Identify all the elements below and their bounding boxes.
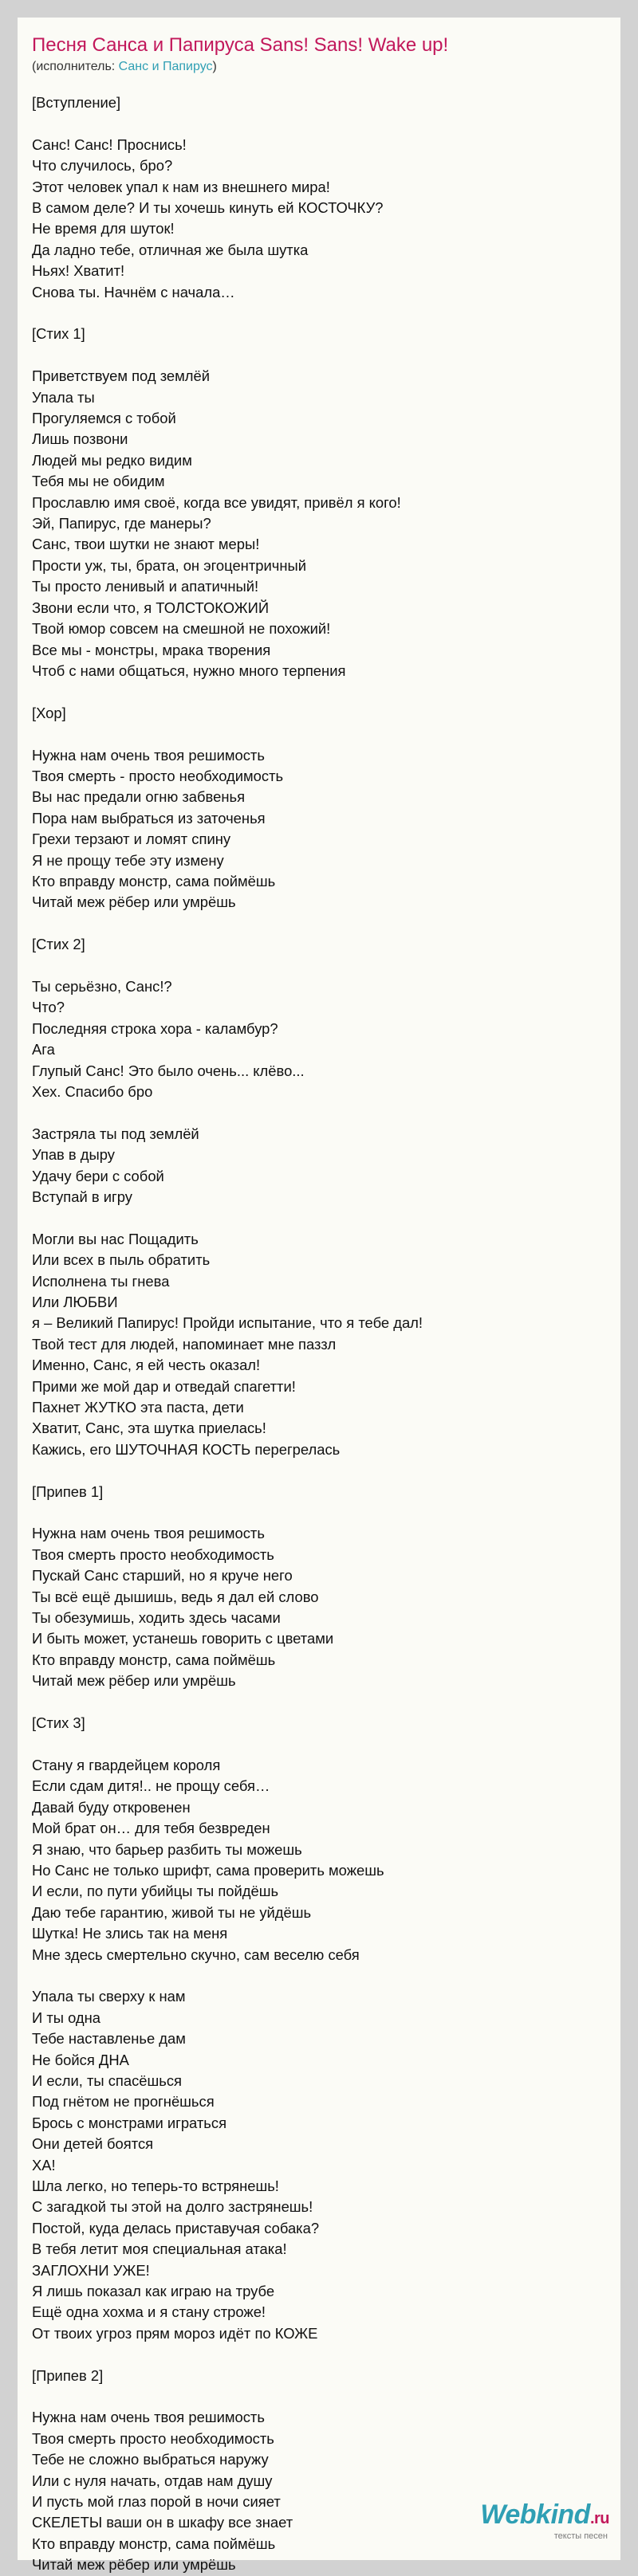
blank-line [32,956,605,976]
lyric-line: От твоих угроз прям мороз идёт по КОЖЕ [32,2324,318,2342]
lyric-line: Чтоб с нами общаться, нужно много терпения [32,662,346,679]
lyric-line: Или ЛЮБВИ [32,1294,118,1311]
blank-line [32,2344,605,2365]
lyric-line: Пора нам выбраться из заточенья [32,809,266,827]
lyric-line: И если, по пути убийцы ты пойдёшь [32,1883,279,1900]
lyric-line: Упав в дыру [32,1146,115,1164]
lyric-line: Кто вправду монстр, сама поймёшь [32,872,276,889]
lyric-line: Если сдам дитя!.. не прощу себя… [32,1777,270,1795]
lyric-line: Пускай Санс старший, но я круче него [32,1567,293,1584]
lyric-line: Они детей боятся [32,2135,154,2153]
lyric-line: Нужна нам очень твоя решимость [32,1525,265,1542]
lyric-line: И если, ты спасёшься [32,2071,183,2089]
lyric-line: Даю тебе гарантию, живой ты не уйдёшь [32,1903,312,1921]
lyric-line: Твой тест для людей, напоминает мне паззл [32,1335,337,1353]
page-title: Песня Санса и Папируса Sans! Sans! Wake up! [32,34,449,56]
lyric-line: Не время для шуток! [32,220,175,238]
lyric-line: Давай буду откровенен [32,1798,191,1816]
artist-link[interactable]: Санс и Папирус [118,60,213,73]
lyric-line: Застряла ты под землёй [32,1125,199,1142]
blank-line [32,113,605,134]
lyric-line: Санс, твои шутки не знают меры! [32,536,260,553]
blank-line [32,1208,605,1228]
lyric-line: Эй, Папирус, где манеры? [32,515,211,532]
lyric-line: Приветствуем под землёй [32,367,211,385]
lyric-line: Удачу бери с собой [32,1167,164,1184]
logo-tld: .ru [589,2510,609,2527]
lyric-line: ХА! [32,2156,56,2174]
lyric-line: Ты всё ещё дышишь, ведь я дал ей слово [32,1588,319,1605]
site-logo[interactable] [480,2500,609,2541]
lyrics-text [32,92,605,2576]
lyric-line: Мой брат он… для тебя безвреден [32,1820,270,1837]
blank-line [32,2386,605,2407]
lyric-line: Пахнет ЖУТКО эта паста, дети [32,1399,244,1416]
section-heading: [Хор] [32,704,66,721]
lyric-line: Что случилось, бро? [32,157,173,175]
section-heading: [Припев 1] [32,1482,104,1500]
lyric-line: В тебя летит моя специальная атака! [32,2240,287,2258]
lyric-line: Все мы - монстры, мрака творения [32,641,271,658]
lyric-line: Не бойся ДНА [32,2051,129,2068]
lyric-line: Тебе наставленье дам [32,2030,186,2048]
lyric-line: Ньях! Хватит! [32,262,125,280]
lyric-line: И ты одна [32,2009,101,2026]
lyric-line: Грехи терзают и ломят спину [32,831,231,848]
lyric-line: Читай меж рёбер или умрёшь [32,2556,236,2574]
lyric-line: Прославлю имя своё, когда все увидят, привёл я кого! [32,493,401,511]
blank-line [32,345,605,366]
blank-line [32,1692,605,1713]
lyric-line: Я не прощу тебе эту измену [32,851,224,869]
lyric-line: Я лишь показал как играю на трубе [32,2283,275,2300]
lyric-line: Но Санс не только шрифт, сама проверить можешь [32,1861,384,1879]
lyric-line: Твоя смерть просто необходимость [32,2429,274,2447]
lyric-line: Да ладно тебе, отличная же была шутка [32,241,309,258]
lyric-line: Твой юмор совсем на смешной не похожий! [32,620,331,638]
lyric-line: Нужна нам очень твоя решимость [32,746,265,764]
section-heading: [Вступление] [32,94,121,111]
lyric-line: Ты серьёзно, Санс!? [32,977,172,995]
blank-line [32,913,605,934]
lyric-line: Санс! Санс! Проснись! [32,135,187,153]
blank-line [32,303,605,324]
lyric-line: Этот человек упал к нам из внешнего мира! [32,178,330,195]
lyric-line: И быть может, устанешь говорить с цветами [32,1630,334,1647]
byline-suffix: ) [212,60,217,73]
blank-line [32,724,605,744]
lyric-line: Прости уж, ты, брата, он эгоцентричный [32,556,306,574]
lyric-line: Именно, Санс, я ей честь оказал! [32,1357,261,1374]
lyric-line: Стану я гвардейцем короля [32,1756,221,1773]
lyric-line: Постой, куда делась приставучая собака? [32,2219,320,2236]
lyric-line: Прогуляемся с тобой [32,410,176,427]
lyric-line: Шутка! Не злись так на меня [32,1925,228,1942]
lyric-line: Или всех в пыль обратить [32,1251,211,1269]
lyric-line: Кто вправду монстр, сама поймёшь [32,2535,276,2552]
lyric-line: Ты обезумишь, ходить здесь часами [32,1609,281,1627]
lyric-line: ЗАГЛОХНИ УЖЕ! [32,2261,150,2279]
logo-tagline: тексты песен [553,2531,608,2541]
lyric-line: Лишь позвони [32,430,128,448]
lyric-line: Читай меж рёбер или умрёшь [32,893,236,911]
section-heading: [Припев 2] [32,2366,104,2384]
section-heading: [Стих 3] [32,1714,85,1732]
lyric-line: И пусть мой глаз порой в ночи сияет [32,2493,281,2511]
artist-byline [32,59,605,75]
logo-name: Webkind [480,2499,590,2530]
lyric-line: Твоя смерть просто необходимость [32,1545,274,1563]
lyric-line: Последняя строка хора - каламбур? [32,1019,278,1037]
lyric-line: Глупый Санс! Это было очень... клёво... [32,1062,305,1079]
lyric-line: Снова ты. Начнём с начала… [32,283,235,300]
lyric-line: Звони если что, я ТОЛСТОКОЖИЙ [32,599,270,616]
lyric-line: Хватит, Санс, эта шутка приелась! [32,1420,266,1437]
lyric-line: Я знаю, что барьер разбить ты можешь [32,1840,302,1858]
lyrics-page [18,18,620,2574]
lyric-line: Ты просто ленивый и апатичный! [32,578,259,595]
lyric-line: СКЕЛЕТЫ ваши он в шкафу все знает [32,2514,293,2531]
lyric-line: Или с нуля начать, отдав нам душу [32,2472,273,2489]
lyric-line: Хех. Спасибо бро [32,1082,153,1100]
lyric-line: Вступай в игру [32,1188,132,1205]
lyric-line: С загадкой ты этой на долго застрянешь! [32,2198,313,2216]
section-heading: [Стих 1] [32,325,85,343]
lyric-line: Вы нас предали огню забвенья [32,788,246,806]
lyric-line: Шла легко, но теперь-то встрянешь! [32,2177,279,2194]
lyric-line: Ещё одна хохма и я стану строже! [32,2303,266,2321]
lyric-line: В самом деле? И ты хочешь кинуть ей КОСТОЧКУ? [32,199,384,217]
blank-line [32,1102,605,1123]
lyric-line: Читай меж рёбер или умрёшь [32,1672,236,1690]
lyric-line: Под гнётом не прогнёшься [32,2093,215,2111]
blank-line [32,1460,605,1481]
lyric-line: Исполнена ты гнева [32,1272,170,1290]
lyric-line: Нужна нам очень твоя решимость [32,2409,265,2426]
blank-line [32,1965,605,1986]
lyric-line: Тебя мы не обидим [32,473,165,490]
lyric-line: Упала ты сверху к нам [32,1988,186,2005]
lyric-line: Упала ты [32,388,95,406]
lyric-line: Твоя смерть - просто необходимость [32,767,284,784]
blank-line [32,681,605,702]
byline-prefix: (исполнитель: [32,60,119,73]
section-heading: [Стих 2] [32,936,85,953]
lyric-line: Кто вправду монстр, сама поймёшь [32,1651,276,1668]
lyric-line: Ага [32,1041,55,1058]
lyric-line: Прими же мой дар и отведай спагетти! [32,1377,296,1395]
lyric-line: Мне здесь смертельно скучно, сам веселю себя [32,1946,360,1963]
lyric-line: Могли вы нас Пощадить [32,1230,199,1247]
lyric-line: Людей мы редко видим [32,451,192,469]
blank-line [32,1502,605,1523]
lyric-line: я – Великий Папирус! Пройди испытание, что я тебе дал! [32,1314,423,1332]
blank-line [32,1734,605,1755]
lyric-line: Тебе не сложно выбраться наружу [32,2451,269,2468]
lyric-line: Что? [32,999,65,1016]
lyric-line: Брось с монстрами играться [32,2114,227,2131]
lyric-line: Кажись, его ШУТОЧНАЯ КОСТЬ перегрелась [32,1440,341,1458]
